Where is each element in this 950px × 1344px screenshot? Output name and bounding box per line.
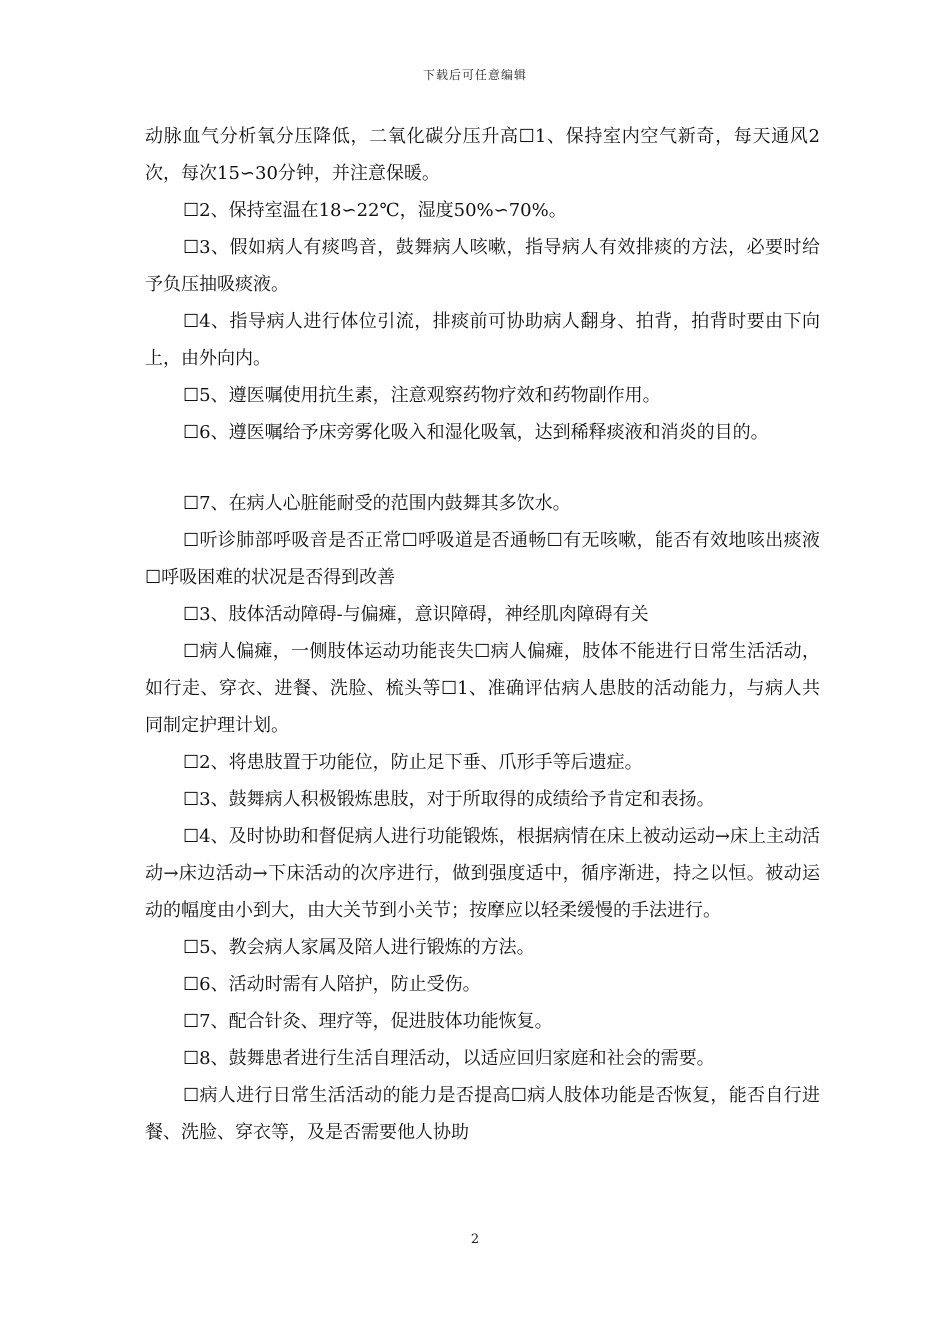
paragraph: ☐4、及时协助和督促病人进行功能锻炼，根据病情在床上被动运动→床上主动活动→床边活动→下床活动的次序进行，做到强度适中，循序渐进，持之以恒。被动运动的幅度由小到大，由大关节到小关节；按摩应以轻柔缓慢的手法进行。: [145, 826, 820, 921]
paragraph: ☐8、鼓舞患者进行生活自理活动，以适应回归家庭和社会的需要。: [183, 1048, 715, 1069]
paragraph: ☐病人偏瘫，一侧肢体运动功能丧失☐病人偏瘫，肢体不能进行日常生活活动，如行走、穿衣、进餐、洗脸、梳头等☐1、准确评估病人患肢的活动能力，与病人共同制定护理计划。: [145, 641, 820, 736]
blank-line: [145, 451, 820, 485]
paragraph: ☐2、保持室温在18∽22℃，湿度50%∽70%。: [183, 200, 567, 221]
document-body: [145, 118, 820, 1151]
paragraph: ☐5、教会病人家属及陪人进行锻炼的方法。: [183, 937, 535, 958]
paragraph: ☐病人进行日常生活活动的能力是否提高☐病人肢体功能是否恢复，能否自行进餐、洗脸、穿衣等，及是否需要他人协助: [145, 1085, 820, 1143]
paragraph: ☐5、遵医嘱使用抗生素，注意观察药物疗效和药物副作用。: [183, 385, 661, 406]
paragraph: ☐6、活动时需有人陪护，防止受伤。: [183, 974, 481, 995]
paragraph: ☐2、将患肢置于功能位，防止足下垂、爪形手等后遗症。: [183, 752, 643, 773]
paragraph: ☐听诊肺部呼吸音是否正常☐呼吸道是否通畅☐有无咳嗽，能否有效地咳出痰液☐呼吸困难的状况是否得到改善: [145, 530, 820, 588]
paragraph: ☐6、遵医嘱给予床旁雾化吸入和湿化吸氧，达到稀释痰液和消炎的目的。: [183, 422, 769, 443]
paragraph: ☐7、在病人心脏能耐受的范围内鼓舞其多饮水。: [183, 493, 571, 514]
page-header: 下载后可任意编辑: [422, 68, 527, 82]
page-number: 2: [470, 1232, 480, 1247]
paragraph: ☐7、配合针灸、理疗等，促进肢体功能恢复。: [183, 1011, 553, 1032]
paragraph: ☐3、肢体活动障碍-与偏瘫，意识障碍，神经肌肉障碍有关: [183, 604, 649, 625]
paragraph: ☐4、指导病人进行体位引流，排痰前可协助病人翻身、拍背，拍背时要由下向上，由外向内。: [145, 311, 820, 369]
paragraph: ☐3、假如病人有痰鸣音，鼓舞病人咳嗽，指导病人有效排痰的方法，必要时给予负压抽吸痰液。: [145, 237, 820, 295]
paragraph: 动脉血气分析氧分压降低，二氧化碳分压升高☐1、保持室内空气新奇，每天通风2次，每次15∽30分钟，并注意保暖。: [145, 126, 820, 184]
paragraph: ☐3、鼓舞病人积极锻炼患肢，对于所取得的成绩给予肯定和表扬。: [183, 789, 715, 810]
